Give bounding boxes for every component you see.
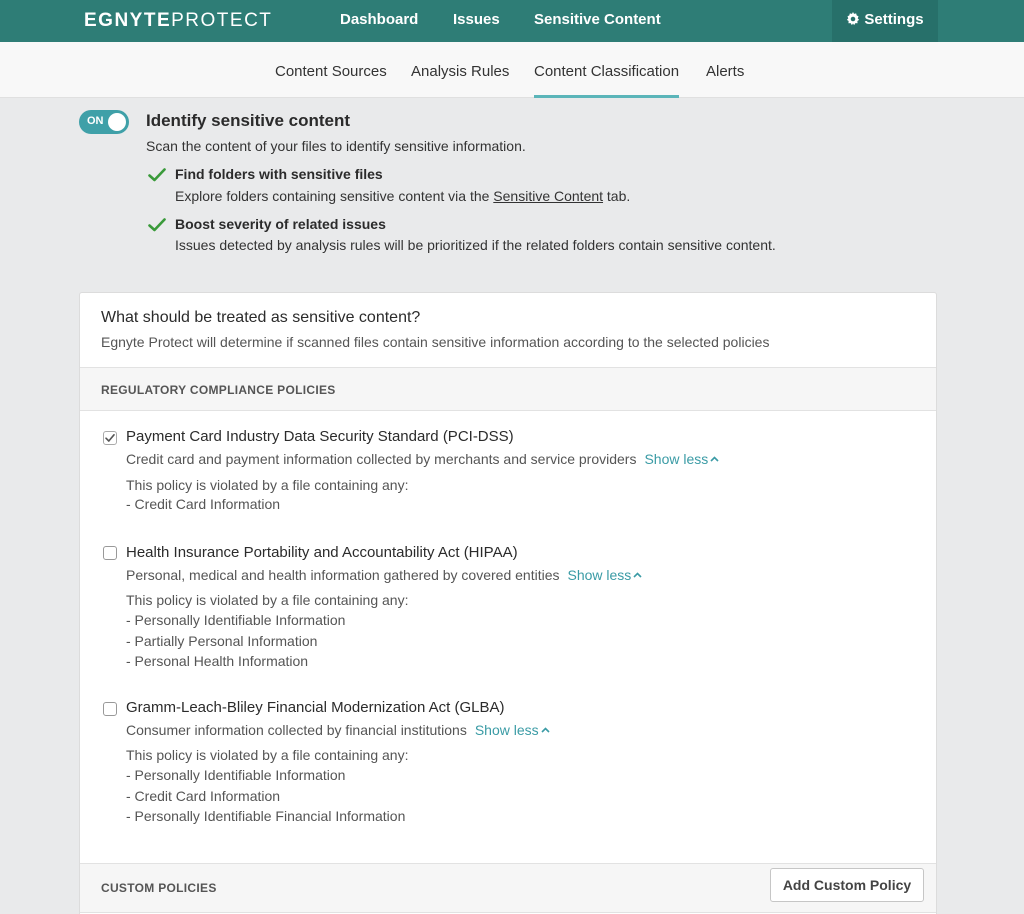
identify-title: Identify sensitive content: [146, 111, 351, 130]
egnyte-protect-logo[interactable]: [84, 9, 272, 33]
hipaa-checkbox[interactable]: [103, 546, 117, 560]
checkmark-icon: [148, 218, 166, 232]
gear-icon: [846, 12, 860, 26]
nav-dashboard[interactable]: Dashboard: [340, 11, 419, 28]
hipaa-title: Health Insurance Portability and Accountability Act (HIPAA): [126, 544, 518, 561]
regulatory-policies-header: [80, 367, 936, 411]
toggle-on-label: ON: [87, 115, 104, 127]
section-label: REGULATORY COMPLIANCE POLICIES: [101, 383, 336, 397]
nav-issues[interactable]: Issues: [453, 11, 500, 28]
checkmark-icon: [148, 168, 166, 182]
glba-checkbox[interactable]: [103, 702, 117, 716]
pci-dss-show-less-link[interactable]: [644, 451, 719, 467]
show-less-label: Show less: [567, 567, 632, 583]
policy-desc-text: Consumer information collected by financial institutions: [126, 722, 467, 738]
sensitive-content-policies-card: [79, 292, 937, 914]
glba-show-less-link[interactable]: [475, 722, 550, 738]
hipaa-description: [126, 567, 642, 583]
top-navigation-bar: [0, 0, 1024, 42]
glba-item: - Credit Card Information: [126, 788, 281, 804]
logo-brand-text: EGNYTE: [84, 10, 172, 31]
bullet-find-folders-title: Find folders with sensitive files: [175, 166, 383, 182]
sensitive-content-link[interactable]: Sensitive Content: [493, 188, 604, 204]
identify-description: Scan the content of your files to identify sensitive information.: [146, 138, 526, 154]
settings-subnav: [0, 42, 1024, 98]
pci-dss-title: Payment Card Industry Data Security Standard (PCI-DSS): [126, 428, 514, 445]
bullet-boost-severity-title: Boost severity of related issues: [175, 216, 386, 232]
tab-analysis-rules[interactable]: Analysis Rules: [411, 63, 510, 80]
hipaa-violated-text: This policy is violated by a file containing any:: [126, 592, 409, 608]
hipaa-item: - Personally Identifiable Information: [126, 612, 346, 628]
glba-item: - Personally Identifiable Information: [126, 767, 346, 783]
toggle-knob: [108, 113, 126, 131]
show-less-label: Show less: [644, 451, 709, 467]
policy-desc-text: Personal, medical and health information gathered by covered entities: [126, 567, 560, 583]
chevron-up-icon: [633, 572, 642, 578]
card-subtitle: Egnyte Protect will determine if scanned files contain sensitive information according to the selected policies: [101, 334, 770, 350]
chevron-up-icon: [541, 727, 550, 733]
card-title: What should be treated as sensitive content?: [101, 309, 421, 326]
hipaa-show-less-link[interactable]: [567, 567, 642, 583]
show-less-label: Show less: [474, 722, 539, 738]
glba-violated-text: This policy is violated by a file containing any:: [126, 747, 409, 763]
glba-title: Gramm-Leach-Bliley Financial Modernization Act (GLBA): [126, 699, 505, 716]
logo-product-text: PROTECT: [171, 10, 273, 31]
hipaa-item: - Partially Personal Information: [126, 633, 318, 649]
tab-content-sources[interactable]: Content Sources: [275, 63, 387, 80]
desc-text: Explore folders containing sensitive content via the: [175, 188, 494, 204]
bullet-find-folders-desc: [175, 188, 630, 204]
section-label: CUSTOM POLICIES: [101, 881, 217, 895]
tab-alerts[interactable]: Alerts: [706, 63, 745, 80]
hipaa-item: - Personal Health Information: [126, 653, 309, 669]
pci-dss-item: - Credit Card Information: [126, 496, 281, 512]
pci-dss-description: [126, 451, 719, 467]
settings-button[interactable]: [832, 0, 938, 42]
identify-sensitive-toggle[interactable]: [79, 110, 129, 134]
tab-content-classification[interactable]: Content Classification: [534, 42, 679, 98]
desc-text-end: tab.: [603, 188, 631, 204]
glba-item: - Personally Identifiable Financial Information: [126, 808, 406, 824]
nav-sensitive-content[interactable]: Sensitive Content: [534, 11, 661, 28]
chevron-up-icon: [710, 456, 719, 462]
add-custom-policy-button[interactable]: Add Custom Policy: [770, 868, 924, 902]
glba-description: [126, 722, 550, 738]
bullet-boost-severity-desc: Issues detected by analysis rules will be prioritized if the related folders contain sensitive content.: [175, 237, 776, 253]
pci-dss-violated-text: This policy is violated by a file containing any:: [126, 477, 409, 493]
settings-label: Settings: [864, 11, 924, 28]
checkmark-icon: [104, 432, 116, 444]
pci-dss-checkbox[interactable]: [103, 431, 117, 445]
policy-desc-text: Credit card and payment information collected by merchants and service providers: [126, 451, 637, 467]
